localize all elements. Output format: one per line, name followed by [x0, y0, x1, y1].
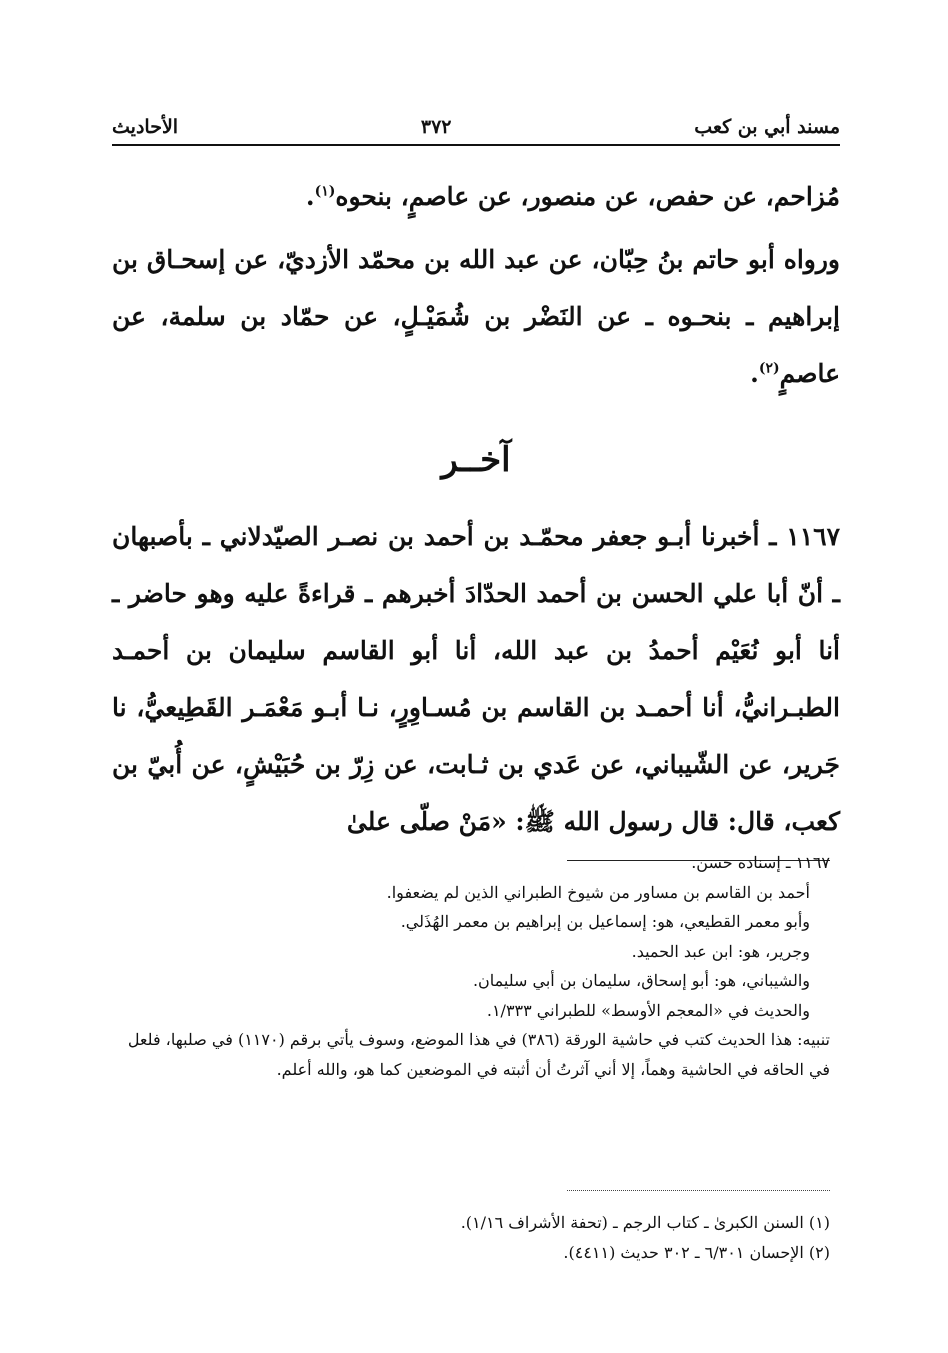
- hadith-notes: [112, 848, 840, 1084]
- footnote-ref-2: (٢): [758, 360, 780, 377]
- paragraph-riwaya: [112, 231, 840, 402]
- paragraph-end: .: [305, 182, 315, 211]
- footnote-ref-1: (١): [314, 183, 336, 200]
- section-title: آخــر: [441, 440, 511, 480]
- section-name: الأحاديث: [112, 116, 179, 138]
- paragraph-text: مُزاحم، عن حفص، عن منصور، عن عاصمٍ، بنحوه: [335, 182, 840, 211]
- note-lines: [112, 878, 840, 1026]
- footnote-1: (١) السنن الكبرىٰ ـ كتاب الرجم ـ (تحفة الأشراف ١/١٦).: [460, 1213, 830, 1232]
- running-header: [112, 112, 840, 142]
- note-line: وأبو معمر القطيعي، هو: إسماعيل بن إبراهيم بن معمر الهُذَلي.: [400, 912, 810, 931]
- note-line: وجرير، هو: ابن عبد الحميد.: [631, 941, 810, 961]
- header-rule: [112, 144, 840, 146]
- note-head: ١١٦٧ ـ إسناده حسن.: [691, 853, 830, 872]
- note-line: والحديث في «المعجم الأوسط» للطبراني ١/٣٣٣.: [486, 1000, 810, 1020]
- book-title: مسند أبي بن كعب: [694, 116, 840, 138]
- footnote-2: (٢) الإحسان ٦/٣٠١ ـ ٣٠٢ حديث (٤٤١١).: [563, 1243, 830, 1262]
- paragraph-end: .: [750, 359, 759, 388]
- footnotes: [112, 1208, 840, 1268]
- note-line: أحمد بن القاسم بن مساور من شيوخ الطبراني الذين لم يضعفوا.: [386, 882, 810, 902]
- footnotes-divider: [567, 1190, 830, 1191]
- hadith-paragraph: ١١٦٧ ـ أخبرنا أبـو جعفر محمّـد بن أحمد بن نصـر الصيّدلاني ـ بأصبهان ـ أنّ أبا علي الحسن بن أحمد الحدّادَ أخبرهم ـ قراءةً عليه وهو حاضر ـ أنا أبو نُعَيْم أحمدُ بن عبد الله، أنا أبو القاسم سليمان بن أحمـد الطبـرانيُّ، أنا أحمـد بن القاسم بن مُسـاوِرٍ، نـا أبـو مَعْمَـر القَطِيعيُّ، نا جَرير، عن الشّيباني، عن عَدي بن ثـابت، عن زِرّ بن حُبَيْشٍ، عن أُبيّ بن كعب، قال: قال رسول الله ﷺ: «مَنْ صلّى علىٰ: [112, 522, 840, 836]
- paragraph-text: ورواه أبو حاتم بنُ حِبّان، عن عبد الله بن محمّد الأزديّ، عن إسحـاق بن إبراهيم ـ بنحـوه ـ عن النَضْر بن شُمَيْـلٍ، عن حمّاد بن سلمة، عن عاصمٍ: [112, 245, 840, 388]
- note-tanbih: تنبيه: هذا الحديث كتب في حاشية الورقة (٣٨٦) في هذا الموضع، وسوف يأتي برقم (١١٧٠) في صلبها، فلعل في الحاقه في الحاشية وهماً، إلا أني آثرتُ أن أثبته في الموضعين كما هو، والله أعلم.: [127, 1030, 830, 1079]
- paragraph-continuation: [112, 168, 840, 225]
- main-text: [112, 168, 840, 850]
- page-number: ٣٧٢: [420, 116, 452, 138]
- note-line: والشيباني، هو: أبو إسحاق، سليمان بن أبي سليمان.: [472, 971, 810, 990]
